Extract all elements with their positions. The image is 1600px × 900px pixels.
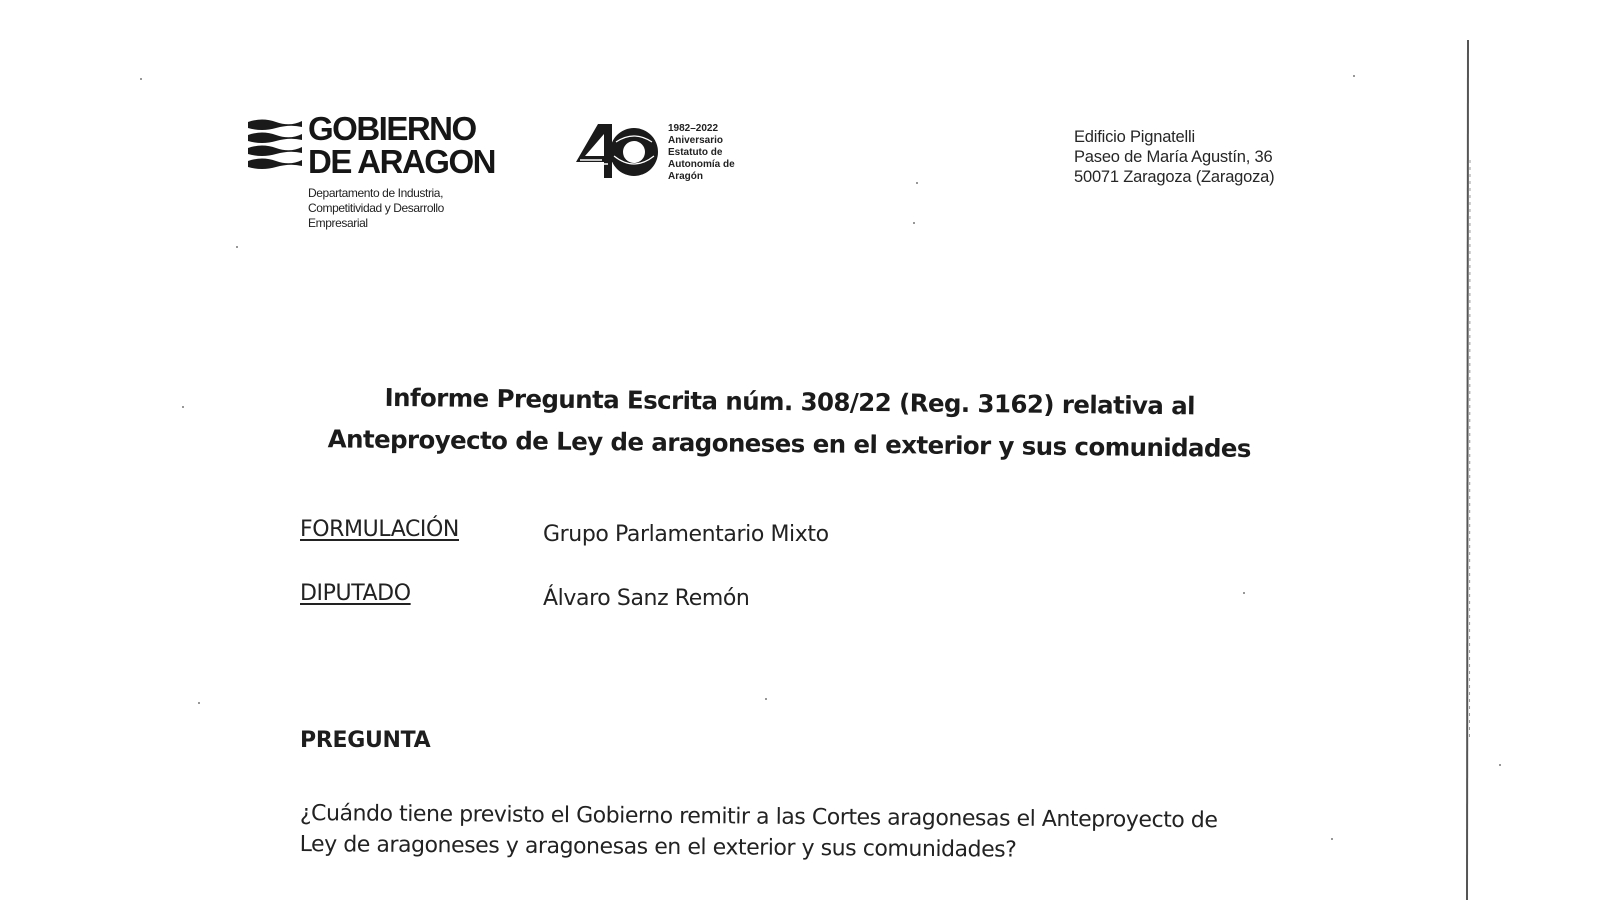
anniversary-line4: Autonomía de (668, 159, 735, 170)
department-line1: Departamento de Industria, (308, 186, 444, 200)
anniversary-caption (668, 123, 735, 183)
anniversary-line1: 1982–2022 (668, 123, 719, 134)
title-line1: Informe Pregunta Escrita núm. 308/22 (Reg. 3162) relativa al (384, 382, 1196, 421)
scan-speck (140, 78, 142, 80)
gov-name-line1: GOBIERNO (308, 110, 476, 147)
gobierno-aragon-wordmark (308, 112, 495, 178)
department-line3: Empresarial (308, 216, 368, 230)
scan-speck (198, 702, 200, 704)
pregunta-line2: Ley de aragoneses y aragonesas en el exterior y sus comunidades? (299, 831, 1017, 863)
department-line2: Competitividad y Desarrollo (308, 201, 444, 215)
title-line2: Anteproyecto de Ley de aragoneses en el exterior y sus comunidades (327, 424, 1252, 463)
diputado-label: DIPUTADO (300, 581, 411, 606)
gobierno-aragon-logo (246, 112, 546, 232)
address-line2: Paseo de María Agustín, 36 (1074, 148, 1273, 166)
scan-speck (1499, 764, 1501, 766)
gov-name-line2: DE ARAGON (308, 143, 495, 180)
scan-speck (182, 406, 184, 408)
formulacion-label: FORMULACIÓN (300, 517, 459, 542)
department-name (308, 186, 444, 231)
document-title (299, 376, 1280, 470)
anniversary-logo (568, 120, 768, 190)
anniversary-line2: Aniversario (668, 135, 724, 146)
aragon-emblem-icon (246, 116, 304, 172)
formulacion-value: Grupo Parlamentario Mixto (543, 522, 829, 547)
scan-speck (1331, 838, 1333, 840)
address-block (1074, 127, 1274, 187)
scan-speck (913, 222, 915, 224)
scan-speck (916, 182, 918, 184)
scan-edge-line (1466, 40, 1472, 900)
address-line1: Edificio Pignatelli (1074, 128, 1195, 146)
diputado-value: Álvaro Sanz Remón (543, 586, 750, 611)
pregunta-line1: ¿Cuándo tiene previsto el Gobierno remitir a las Cortes aragonesas el Anteproyecto de (299, 800, 1218, 834)
anniversary-line5: Aragón (668, 171, 703, 182)
scan-speck (236, 246, 238, 248)
scan-speck (1243, 592, 1245, 594)
scan-speck (1353, 75, 1355, 77)
address-line3: 50071 Zaragoza (Zaragoza) (1074, 168, 1275, 186)
anniversary-line3: Estatuto de (668, 147, 723, 158)
pregunta-heading: PREGUNTA (300, 728, 431, 753)
anniversary-40-icon (568, 120, 660, 186)
scan-speck (765, 698, 767, 700)
pregunta-text (300, 798, 1280, 868)
